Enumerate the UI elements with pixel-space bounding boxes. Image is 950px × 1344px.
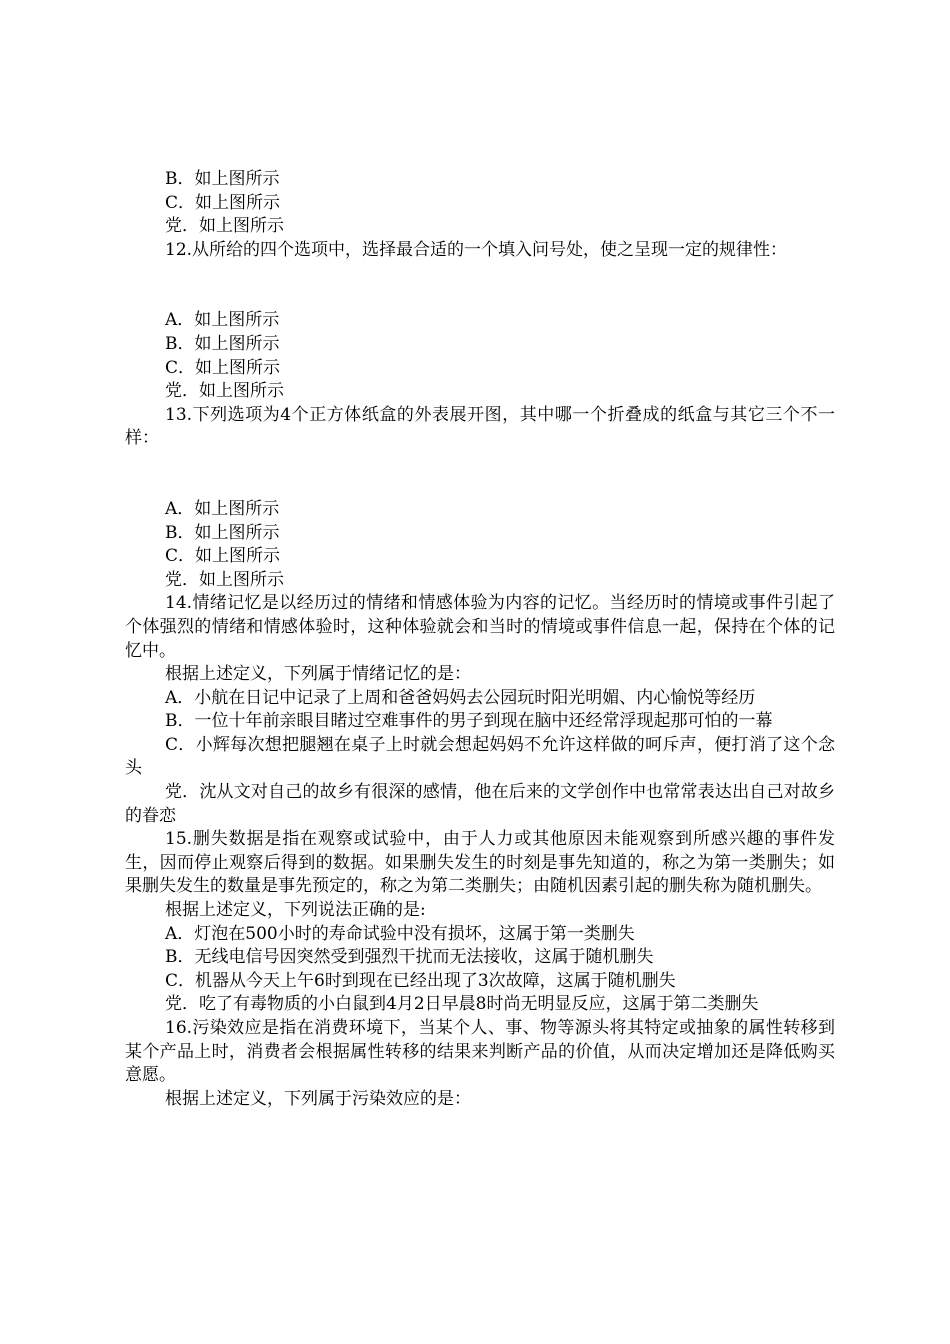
- q15-option-b: B．无线电信号因突然受到强烈干扰而无法接收，这属于随机删失: [165, 947, 654, 968]
- q13-option-b: B．如上图所示: [165, 522, 280, 543]
- q13-option-c: C．如上图所示: [165, 546, 281, 567]
- q13-figure-space: [125, 451, 835, 498]
- q12-figure-space: [125, 262, 835, 309]
- q14-stem: 14.情绪记忆是以经历过的情绪和情感体验为内容的记忆。当经历时的情境或事件引起了个体强烈的情绪和情感体验时，这种体验就会和当时的情境或事件信息一起，保持在个体的记忆中。: [125, 593, 835, 661]
- q16-prompt: 根据上述定义，下列属于污染效应的是：: [165, 1088, 471, 1109]
- q11-option-c: C．如上图所示: [165, 192, 281, 213]
- q14-option-c: C．小辉每次想把腿翘在桌子上时就会想起妈妈不允许这样做的呵斥声，便打消了这个念头: [125, 734, 835, 779]
- q13-option-a: A．如上图所示: [165, 498, 280, 519]
- q13-option-d: 党．如上图所示: [165, 569, 284, 590]
- q15-stem: 15.删失数据是指在观察或试验中，由于人力或其他原因未能观察到所感兴趣的事件发生，因而停止观察后得到的数据。如果删失发生的时刻是事先知道的，称之为第一类删失；如果删失发生的数量是事先预定的，称之为第二类删失；由随机因素引起的删失称为随机删失。: [125, 829, 835, 897]
- q14-prompt: 根据上述定义，下列属于情绪记忆的是：: [165, 664, 471, 685]
- q12-option-a: A．如上图所示: [165, 310, 280, 331]
- q11-option-d: 党．如上图所示: [165, 216, 284, 237]
- q15-option-d: 党．吃了有毒物质的小白鼠到4月2日早晨8时尚无明显反应，这属于第二类删失: [165, 994, 759, 1015]
- q12-stem: 12.从所给的四个选项中，选择最合适的一个填入问号处，使之呈现一定的规律性：: [165, 239, 788, 260]
- q15-option-a: A．灯泡在500小时的寿命试验中没有损坏，这属于第一类删失: [165, 923, 635, 944]
- q13-stem: 13.下列选项为4个正方体纸盒的外表展开图，其中哪一个折叠成的纸盒与其它三个不一样：: [125, 404, 835, 449]
- q14-option-d: 党．沈从文对自己的故乡有很深的感情，他在后来的文学创作中也常常表达出自己对故乡的眷恋: [125, 782, 835, 826]
- q12-option-c: C．如上图所示: [165, 357, 281, 378]
- q16-stem: 16.污染效应是指在消费环境下，当某个人、事、物等源头将其特定或抽象的属性转移到某个产品上时，消费者会根据属性转移的结果来判断产品的价值，从而决定增加还是降低购买意愿。: [125, 1018, 835, 1086]
- q11-option-b: B．如上图所示: [165, 169, 280, 189]
- q15-prompt: 根据上述定义，下列说法正确的是:: [165, 900, 426, 921]
- q14-option-b: B．一位十年前亲眼目睹过空难事件的男子到现在脑中还经常浮现起那可怕的一幕: [165, 711, 773, 732]
- q12-option-b: B．如上图所示: [165, 333, 280, 354]
- document-body: [125, 168, 835, 1111]
- q12-option-d: 党．如上图所示: [165, 381, 284, 402]
- q14-option-a: A．小航在日记中记录了上周和爸爸妈妈去公园玩时阳光明媚、内心愉悦等经历: [165, 687, 756, 708]
- q15-option-c: C．机器从今天上午6时到现在已经出现了3次故障，这属于随机删失: [165, 970, 676, 991]
